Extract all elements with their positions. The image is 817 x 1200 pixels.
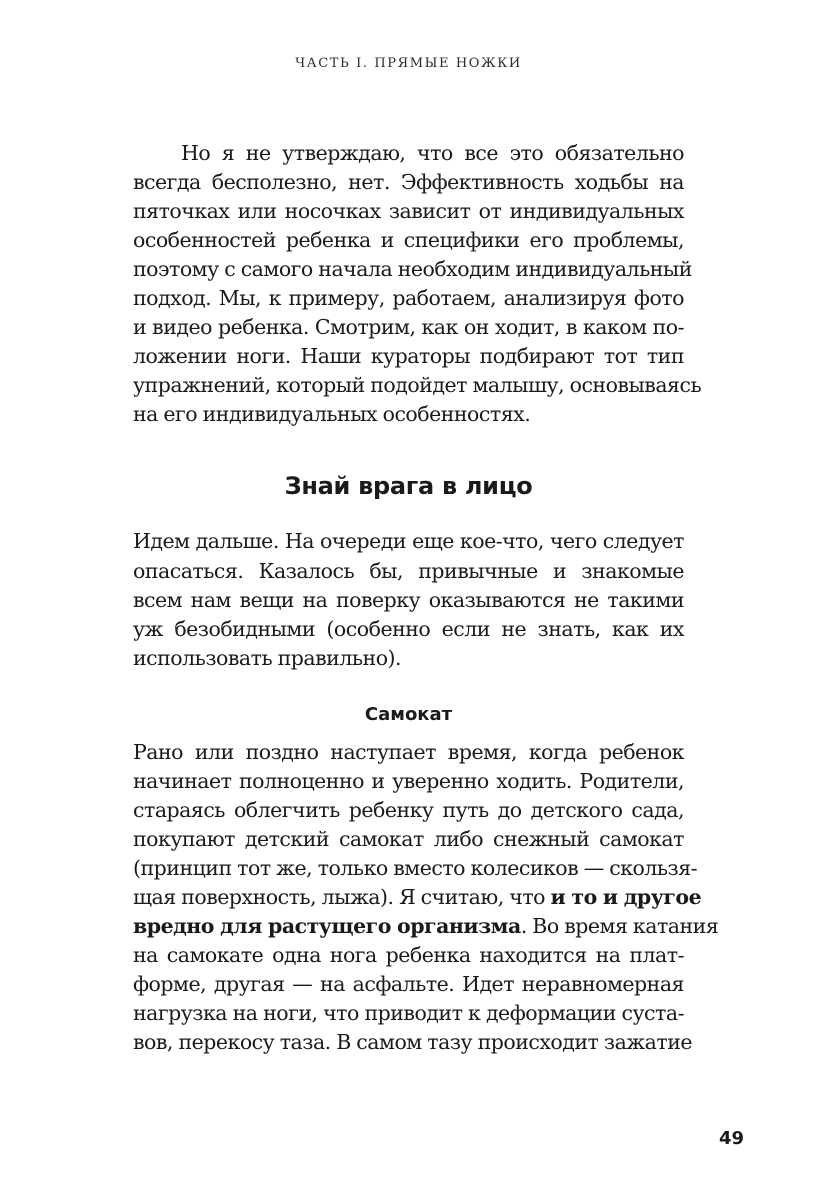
paragraph-3-line: вов, перекосу таза. В самом тазу происходит зажатие	[133, 1030, 693, 1054]
paragraph-3-line: начинает полноценно и уверенно ходить. Родители,	[133, 769, 684, 793]
paragraph-1-line: всегда бесполезно, нет. Эффективность ходьбы на	[133, 170, 684, 194]
subsection-heading: Самокат	[364, 704, 453, 725]
paragraph-3-line: на самокате одна нога ребенка находится на плат-	[133, 943, 684, 967]
paragraph-3-line-mixed	[133, 882, 702, 912]
paragraph-2-line: Идем дальше. На очереди еще кое-что, чего следует	[133, 529, 684, 553]
paragraph-2-line: всем нам вещи на поверку оказываются не такими	[133, 588, 684, 612]
section-heading: Знай врага в лицо	[284, 472, 533, 500]
paragraph-3-line: покупают детский самокат либо снежный самокат	[133, 827, 684, 851]
paragraph-3-line: Рано или поздно наступает время, когда ребенок	[133, 740, 684, 764]
paragraph-3-line-mixed	[133, 911, 719, 941]
text-run: щая поверхность, лыжа). Я считаю, что	[133, 885, 546, 909]
paragraph-1-line: ложении ноги. Наши кураторы подбирают тот тип	[133, 344, 684, 368]
paragraph-1-line: особенностей ребенка и специфики его проблемы,	[133, 228, 684, 252]
paragraph-1-line: и видео ребенка. Смотрим, как он ходит, в каком по-	[133, 315, 684, 339]
running-header: ЧАСТЬ I. ПРЯМЫЕ НОЖКИ	[295, 56, 522, 71]
paragraph-1-line: пяточках или носочках зависит от индивидуальных	[133, 199, 684, 223]
text-run: . Во время катания	[520, 914, 719, 938]
emphasis-text: вредно для растущего организма	[133, 914, 521, 938]
paragraph-2-line: опасаться. Казалось бы, привычные и знакомые	[133, 559, 684, 583]
paragraph-3-line: нагрузка на ноги, что приводит к деформации суста-	[133, 1001, 684, 1025]
paragraph-1-line: упражнений, который подойдет малышу, основываясь	[133, 373, 702, 397]
paragraph-3-line: (принцип тот же, только вместо колесиков — скользя-	[133, 856, 698, 880]
paragraph-3-line: форме, другая — на асфальте. Идет неравномерная	[133, 972, 684, 996]
paragraph-1-line: на его индивидуальных особенностях.	[133, 402, 531, 426]
page-number: 49	[718, 1128, 744, 1149]
paragraph-3-line: стараясь облегчить ребенку путь до детского сада,	[133, 798, 684, 822]
paragraph-2-line: уж безобидными (особенно если не знать, как их	[133, 617, 684, 641]
paragraph-1-line: поэтому с самого начала необходим индивидуальный	[133, 257, 692, 281]
paragraph-1-line: Но я не утверждаю, что все это обязательно	[181, 141, 684, 165]
paragraph-2-line: использовать правильно).	[133, 646, 402, 670]
emphasis-text: и то и другое	[550, 885, 702, 909]
paragraph-1-line: подход. Мы, к примеру, работаем, анализируя фото	[133, 286, 684, 310]
